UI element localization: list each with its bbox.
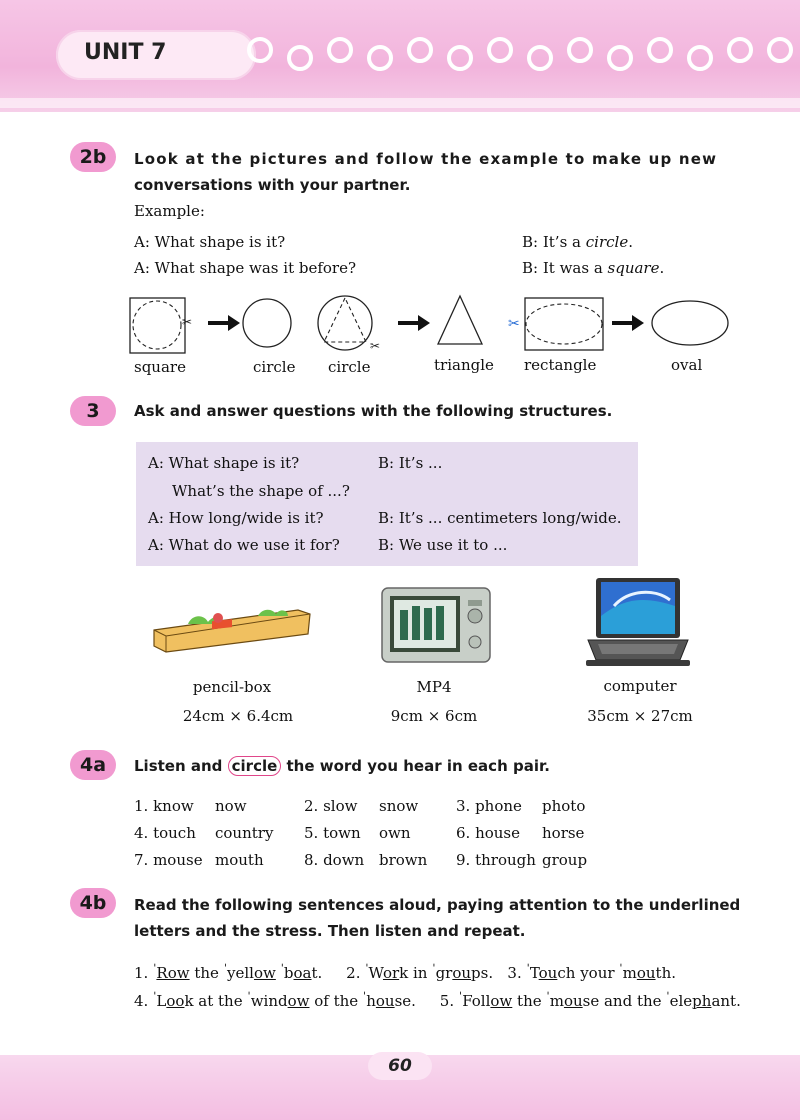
square-shape: [130, 298, 192, 353]
shape-label-circle-2: circle: [328, 358, 371, 376]
triangle-shape: [438, 296, 482, 344]
example-b1: B: It’s a circle.: [522, 233, 633, 251]
pencil-box-image: [148, 600, 314, 656]
shape-sequence-diagram: [120, 290, 740, 360]
section-2b-label: 2b: [70, 142, 116, 172]
rectangle-shape: [508, 298, 603, 350]
item-computer-name: computer: [603, 677, 677, 695]
section-4b-label: 4b: [70, 888, 116, 918]
shape-label-rectangle: rectangle: [524, 356, 597, 374]
example-label: Example:: [134, 202, 205, 220]
pair-3-a: 3. phone: [456, 797, 522, 815]
computer-image: [584, 576, 692, 670]
pair-3-b: photo: [542, 797, 586, 815]
shape-label-triangle: triangle: [434, 356, 494, 374]
sentence-line-1: 1. $^ˈ$Row the $^ˈ$yellow $^ˈ$boat. 2. $^ˈ$Work in $^ˈ$groups. 3. $^ˈ$Touch your $^ˈ$mouth.: [134, 962, 677, 982]
circle-shape: [243, 299, 291, 347]
pair-4-b: country: [215, 824, 274, 842]
shape-label-oval: oval: [671, 356, 703, 374]
pair-5-b: own: [379, 824, 411, 842]
oval-shape: [652, 301, 728, 345]
decorative-rings: [240, 28, 800, 88]
unit-title: UNIT 7: [84, 40, 167, 65]
section-3-label: 3: [70, 396, 116, 426]
shape-label-square: square: [134, 358, 186, 376]
pair-2-a: 2. slow: [304, 797, 358, 815]
section-4a-instruction: Listen and circle the word you hear in each pair.: [134, 757, 550, 775]
example-a1: A: What shape is it?: [134, 233, 286, 251]
structure-r3: B: We use it to ...: [378, 536, 508, 554]
pair-2-b: snow: [379, 797, 419, 815]
pair-4-a: 4. touch: [134, 824, 196, 842]
structure-q1b: What’s the shape of ...?: [172, 482, 350, 500]
sentence-line-2: 4. $^ˈ$Look at the $^ˈ$window of the $^ˈ$house. 5. $^ˈ$Follow the $^ˈ$mouse and the $^ˈ$elephant.: [134, 990, 741, 1010]
structure-r2: B: It’s ... centimeters long/wide.: [378, 509, 622, 527]
example-a2: A: What shape was it before?: [134, 259, 357, 277]
pair-8-b: brown: [379, 851, 428, 869]
page-number: 60: [368, 1052, 432, 1080]
section-4b-instruction-line2: letters and the stress. Then listen and repeat.: [134, 922, 526, 940]
item-computer-size: 35cm × 27cm: [587, 707, 693, 725]
pair-7-b: mouth: [215, 851, 264, 869]
example-b2: B: It was a square.: [522, 259, 665, 277]
section-2b-instruction-line2: conversations with your partner.: [134, 176, 411, 194]
pair-8-a: 8. down: [304, 851, 365, 869]
item-pencil-box-size: 24cm × 6.4cm: [182, 707, 294, 725]
pair-9-a: 9. through: [456, 851, 536, 869]
structures-box: [136, 442, 638, 566]
header-strip: [0, 98, 800, 108]
item-mp4-size: 9cm × 6cm: [390, 707, 478, 725]
mp4-image: [380, 586, 492, 664]
structure-q1: A: What shape is it?: [148, 454, 300, 472]
circle-word-highlight: circle: [228, 756, 282, 776]
svg-text:✂: ✂: [370, 339, 381, 353]
svg-text:✂: ✂: [508, 316, 520, 332]
structure-q2: A: How long/wide is it?: [148, 509, 324, 527]
item-pencil-box-name: pencil-box: [192, 678, 272, 696]
section-4b-instruction-line1: Read the following sentences aloud, paying attention to the underlined: [134, 896, 741, 914]
pair-6-a: 6. house: [456, 824, 521, 842]
item-mp4-name: MP4: [416, 678, 452, 696]
shape-label-circle: circle: [253, 358, 296, 376]
structure-r1: B: It’s ...: [378, 454, 443, 472]
pair-7-a: 7. mouse: [134, 851, 203, 869]
circle-with-triangle-shape: [318, 296, 380, 353]
structure-q3: A: What do we use it for?: [148, 536, 340, 554]
pair-9-b: group: [542, 851, 588, 869]
pair-1-a: 1. know: [134, 797, 194, 815]
pair-6-b: horse: [542, 824, 585, 842]
svg-text:✂: ✂: [182, 315, 193, 329]
section-2b-instruction-line1: Look at the pictures and follow the example to make up new: [134, 150, 718, 168]
section-3-instruction: Ask and answer questions with the following structures.: [134, 402, 613, 420]
section-4a-label: 4a: [70, 750, 116, 780]
pair-5-a: 5. town: [304, 824, 361, 842]
pair-1-b: now: [215, 797, 247, 815]
